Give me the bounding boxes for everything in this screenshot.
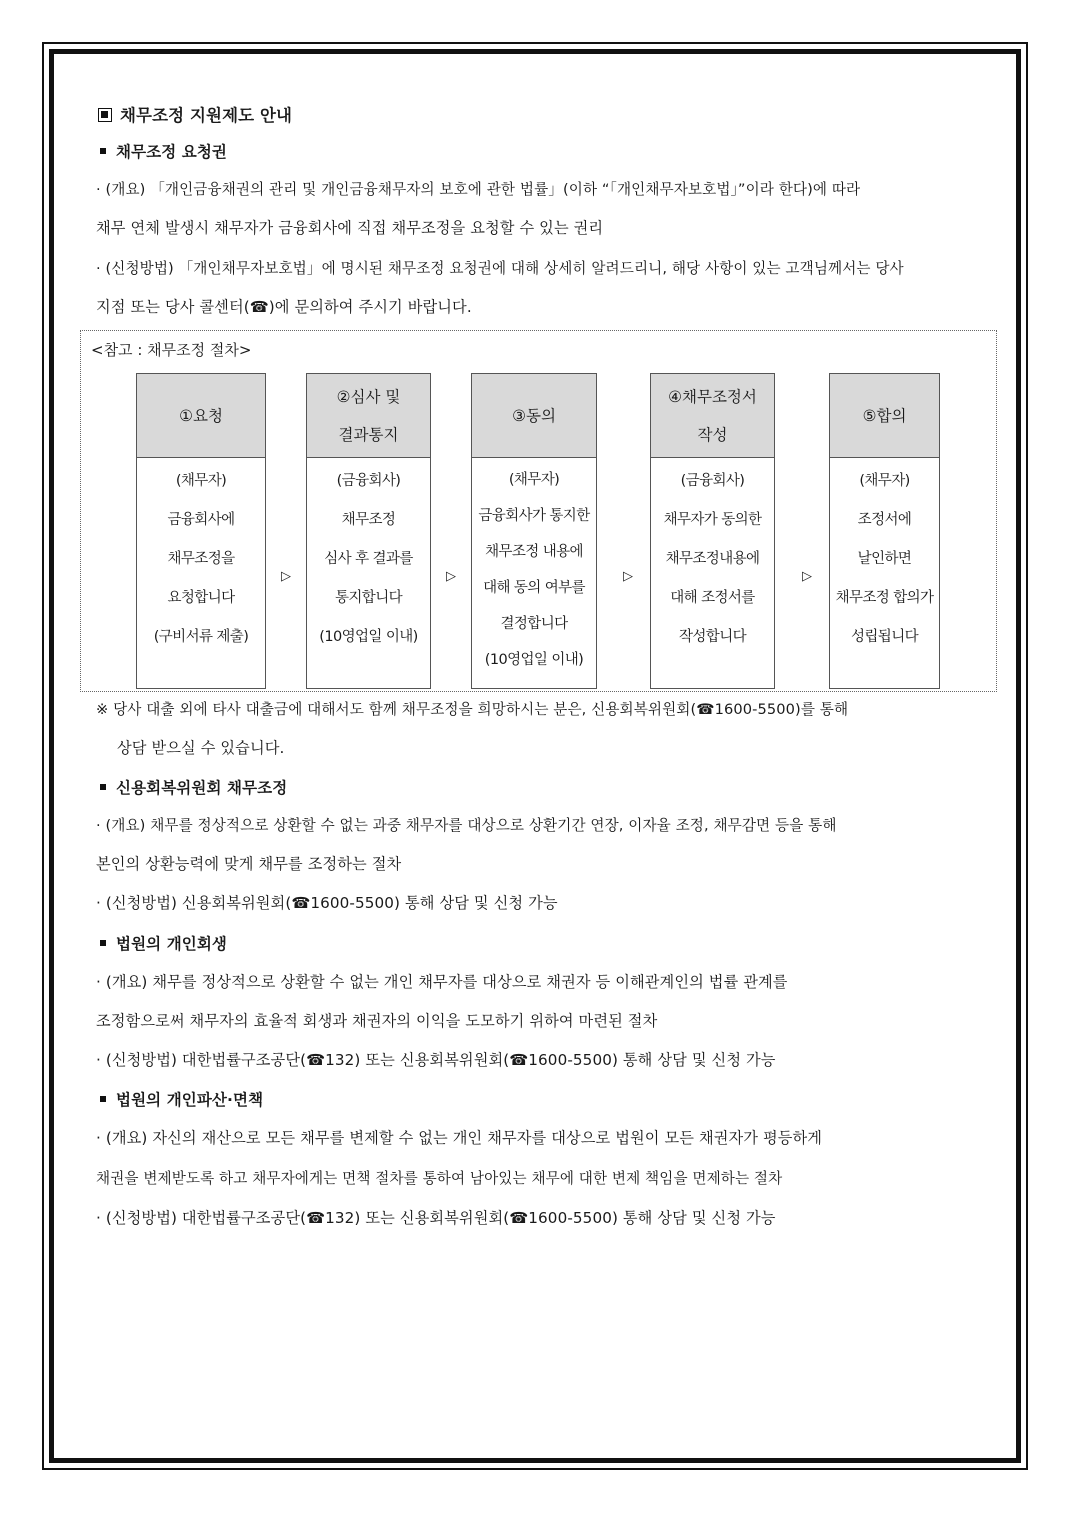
procedure-step-title-line: ①요청 (179, 406, 223, 425)
section-heading: 법원의 개인회생 (116, 935, 228, 953)
procedure-step (471, 373, 597, 689)
bullet-icon (100, 940, 106, 946)
procedure-step-text: 성립됩니다 (850, 629, 919, 645)
procedure-step-text: 채무조정 (341, 512, 396, 528)
procedure-step-title-line: ③동의 (512, 406, 556, 425)
procedure-step-title (651, 374, 774, 458)
note-line: 상담 받으실 수 있습니다. (117, 739, 285, 757)
section-heading-row (100, 932, 227, 954)
procedure-step-text: 금융회사에 (167, 512, 235, 528)
paragraph-line: · (개요) 채무를 정상적으로 상환할 수 없는 과중 채무자를 대상으로 상환기간 연장, 이자율 조정, 채무감면 등을 통해 (96, 817, 837, 834)
square-bullet-icon (98, 108, 112, 122)
procedure-step-title-line: 결과통지 (338, 425, 399, 444)
procedure-step-text: (구비서류 제출) (153, 629, 249, 645)
procedure-step-text: (채무자) (859, 473, 910, 489)
procedure-step (829, 373, 940, 689)
paragraph-line: · (신청방법) 대한법률구조공단(☎132) 또는 신용회복위원회(☎1600-5500) 통해 상담 및 신청 가능 (96, 1051, 776, 1069)
procedure-step-text: 심사 후 결과를 (324, 551, 413, 567)
procedure-step (306, 373, 431, 689)
procedure-step-title-line: ⑤합의 (862, 406, 907, 425)
procedure-step-text: 대해 동의 여부를 (483, 580, 585, 596)
paragraph-line: 채무 연체 발생시 채무자가 금융회사에 직접 채무조정을 요청할 수 있는 권리 (96, 219, 604, 237)
section-heading-row (100, 1088, 263, 1110)
step-arrow-icon: ▷ (623, 569, 633, 584)
procedure-step-text: (채무자) (508, 472, 560, 488)
bullet-icon (100, 1096, 106, 1102)
note-line: ※ 당사 대출 외에 타사 대출금에 대해서도 함께 채무조정을 희망하시는 분은, 신용회복위원회(☎1600-5500)를 통해 (96, 701, 849, 718)
procedure-step-title (830, 374, 939, 458)
paragraph-line: 채권을 변제받도록 하고 채무자에게는 면책 절차를 통하여 남아있는 채무에 대한 변제 책임을 면제하는 절차 (96, 1170, 783, 1187)
paragraph-line: · (개요) 자신의 재산으로 모든 채무를 변제할 수 없는 개인 채무자를 대상으로 법원이 모든 채권자가 평등하게 (96, 1129, 823, 1147)
procedure-step-text: 요청합니다 (167, 590, 235, 606)
paragraph-line: · (신청방법) 신용회복위원회(☎1600-5500) 통해 상담 및 신청 가능 (96, 894, 558, 912)
section-heading: 법원의 개인파산·면책 (116, 1091, 264, 1109)
paragraph-line: 본인의 상환능력에 맞게 채무를 조정하는 절차 (96, 855, 402, 873)
procedure-step-description (830, 458, 939, 657)
procedure-step-text: (10영업일 이내) (484, 652, 584, 668)
procedure-label: <참고 : 채무조정 절차> (91, 341, 252, 359)
procedure-step-title (307, 374, 430, 458)
page-title: 채무조정 지원제도 안내 (120, 106, 293, 125)
procedure-step-text: 채무자가 동의한 (663, 512, 762, 528)
section-heading: 채무조정 요청권 (116, 143, 228, 161)
paragraph-line: · (신청방법) 대한법률구조공단(☎132) 또는 신용회복위원회(☎1600-5500) 통해 상담 및 신청 가능 (96, 1209, 776, 1227)
section-heading: 신용회복위원회 채무조정 (116, 779, 288, 797)
procedure-step (650, 373, 775, 689)
paragraph-line: 지점 또는 당사 콜센터(☎)에 문의하여 주시기 바랍니다. (96, 298, 472, 316)
procedure-step-text: 작성합니다 (678, 629, 747, 645)
procedure-step-description (651, 458, 774, 657)
procedure-step-text: 채무조정 내용에 (485, 544, 583, 560)
procedure-step-text: (금융회사) (680, 473, 745, 489)
procedure-step-text: 채무조정내용에 (665, 551, 760, 567)
procedure-step-title (472, 374, 596, 458)
procedure-step-title-line: 작성 (697, 425, 728, 444)
procedure-step-text: 채무조정을 (167, 551, 235, 567)
procedure-step-text: 채무조정 합의가 (835, 590, 934, 606)
procedure-step-text: 날인하면 (857, 551, 912, 567)
page-title-row (98, 102, 292, 126)
procedure-step-title-line: ④채무조정서 (668, 387, 757, 406)
bullet-icon (100, 784, 106, 790)
section-heading-row (100, 140, 227, 162)
procedure-step (136, 373, 266, 689)
procedure-step-text: 통지합니다 (334, 590, 403, 606)
step-arrow-icon: ▷ (281, 569, 291, 584)
procedure-step-text: 결정합니다 (500, 616, 568, 632)
procedure-step-title-line: ②심사 및 (336, 387, 401, 406)
paragraph-line: · (개요) 「개인금융채권의 관리 및 개인금융채무자의 보호에 관한 법률」(이하 “「개인채무자보호법」”이라 한다)에 따라 (96, 181, 861, 198)
paragraph-line: 조정함으로써 채무자의 효율적 회생과 채권자의 이익을 도모하기 위하여 마련된 절차 (96, 1012, 658, 1030)
step-arrow-icon: ▷ (446, 569, 456, 584)
paragraph-line: · (신청방법) 「개인채무자보호법」에 명시된 채무조정 요청권에 대해 상세히 알려드리니, 해당 사항이 있는 고객님께서는 당사 (96, 260, 904, 277)
paragraph-line: · (개요) 채무를 정상적으로 상환할 수 없는 개인 채무자를 대상으로 채권자 등 이해관계인의 법률 관계를 (96, 973, 788, 991)
procedure-step-text: 금융회사가 통지한 (478, 508, 590, 524)
procedure-step-text: (채무자) (175, 473, 227, 489)
procedure-step-description (307, 458, 430, 657)
bullet-icon (100, 148, 106, 154)
procedure-step-description (137, 458, 265, 657)
procedure-step-text: (10영업일 이내) (319, 629, 418, 645)
procedure-step-text: (금융회사) (336, 473, 401, 489)
step-arrow-icon: ▷ (802, 569, 812, 584)
procedure-step-text: 대해 조정서를 (670, 590, 755, 606)
procedure-step-title (137, 374, 265, 458)
section-heading-row (100, 776, 287, 798)
procedure-step-text: 조정서에 (857, 512, 912, 528)
procedure-step-description (472, 458, 596, 678)
